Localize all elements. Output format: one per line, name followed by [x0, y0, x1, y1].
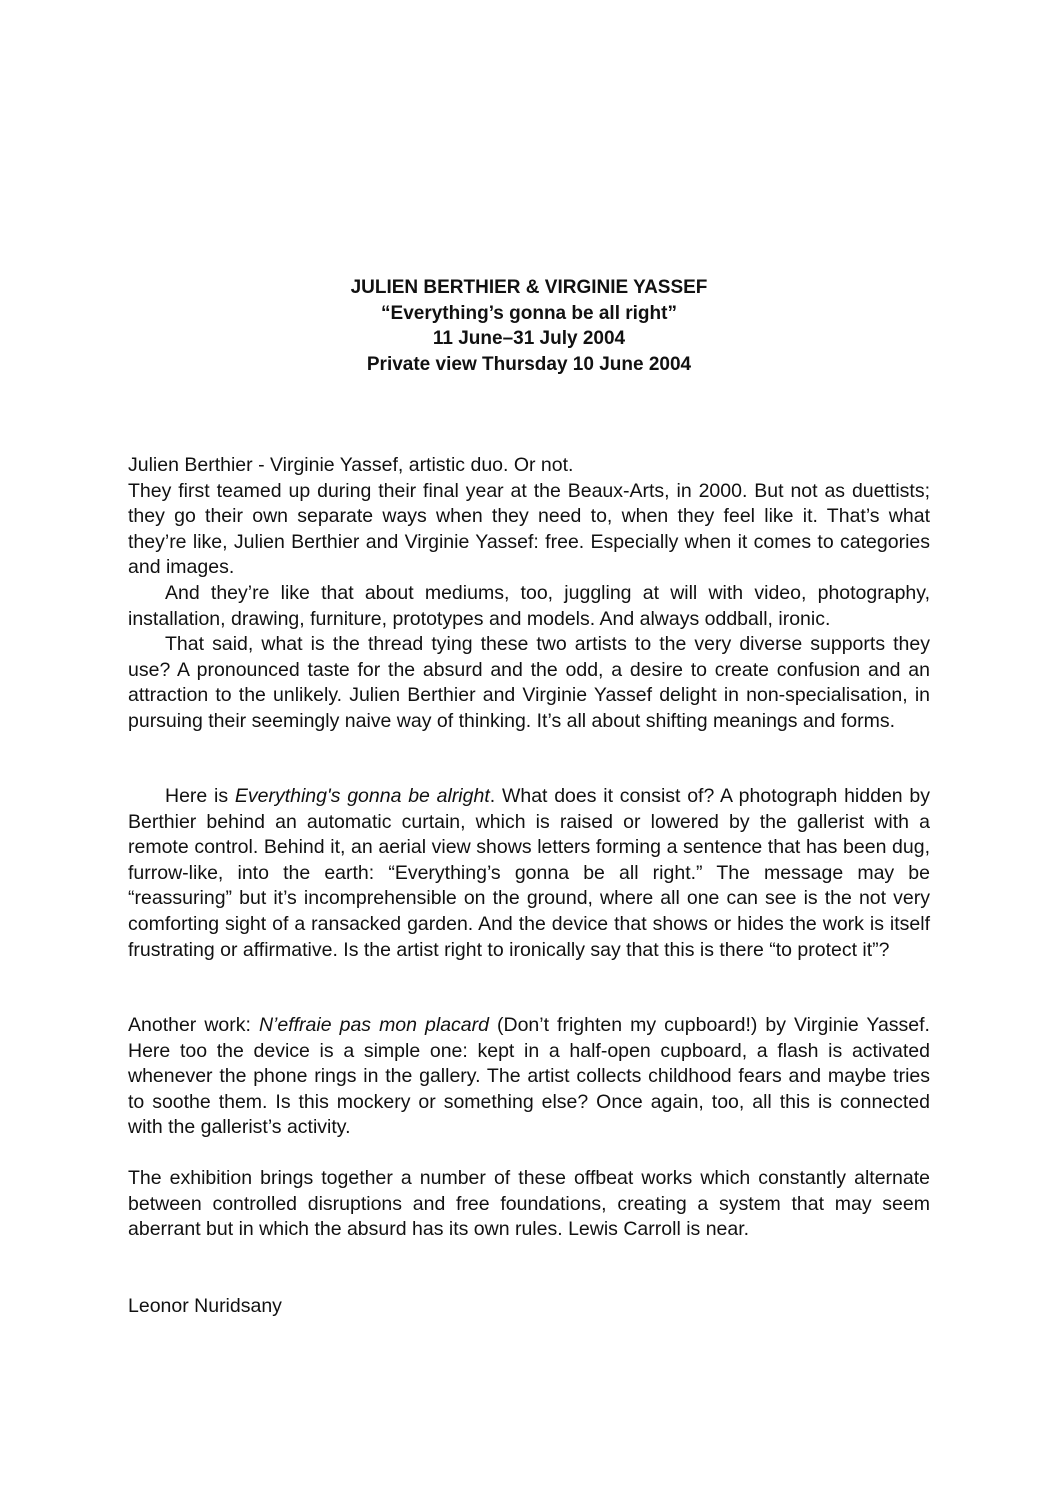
author-signature: Leonor Nuridsany: [128, 1295, 282, 1317]
intro-section: [128, 453, 930, 735]
work1-section: [128, 784, 930, 963]
work2-text: (Don’t frighten my cupboard!) by Virginie Yassef. Here too the device is a simple one: kept in a half-open cupboard, a flash is activated whenever the phone rings in the gallery. The artist collects childhood fears and maybe tries to soothe them. Is this mockery or something else? Once again, too, all this is connected with the gallerist’s activity.: [128, 1014, 930, 1139]
work1-lead: Here is: [165, 785, 235, 807]
press-release-header: [0, 275, 1058, 377]
exhibition-title: “Everything’s gonna be all right”: [381, 302, 677, 324]
work1-text: . What does it consist of? A photograph hidden by Berthier behind an automatic curtain, which is raised or lowered by the gallerist with a remote control. Behind it, an aerial view shows letters forming a sentence that has been dug, furrow-like, into the earth: “Everything’s gonna be all right.” The message may be “reassuring” but it’s incomprehensible on the ground, where all one can see is the not very comforting sight of a ransacked garden. And the device that shows or hides the work is itself frustrating or affirmative. Is the artist right to ironically say that this is there “to protect it”?: [128, 785, 930, 961]
work1-paragraph: [128, 784, 930, 963]
exhibition-dates: 11 June–31 July 2004: [432, 328, 626, 349]
intro-line: Julien Berthier - Virginie Yassef, artistic duo. Or not.: [128, 454, 574, 476]
exhibition-paragraph: The exhibition brings together a number of these offbeat works which constantly alternate between controlled disruptions and free foundations, creating a system that may seem aberrant but in which the absurd has its own rules. Lewis Carroll is near.: [128, 1167, 930, 1241]
intro-paragraph-3: That said, what is the thread tying these two artists to the very diverse supports they use? A pronounced taste for the absurd and the odd, a desire to create confusion and an attraction to the unlikely. Julien Berthier and Virginie Yassef delight in non-specialisation, in pursuing their seemingly naive way of thinking. It’s all about shifting meanings and forms.: [128, 633, 930, 732]
work1-title: Everything's gonna be alright: [234, 785, 490, 807]
artists-heading: JULIEN BERTHIER & VIRGINIE YASSEF: [350, 277, 708, 298]
work2-paragraph: [128, 1013, 930, 1141]
work2-lead: Another work:: [128, 1014, 259, 1036]
work2-title: N’effraie pas mon placard: [258, 1014, 489, 1036]
exhibition-section: [128, 1166, 930, 1243]
intro-paragraph-1: They first teamed up during their final year at the Beaux-Arts, in 2000. But not as duettists; they go their own separate ways when they need to, when they feel like it. That’s what they’re like, Julien Berthier and Virginie Yassef: free. Especially when it comes to categories and images.: [128, 479, 930, 579]
private-view-date: Private view Thursday 10 June 2004: [366, 353, 692, 375]
work2-section: [128, 1013, 930, 1141]
intro-paragraph-2: And they’re like that about mediums, too, juggling at will with video, photography, installation, drawing, furniture, prototypes and models. And always oddball, ironic.: [128, 581, 930, 630]
